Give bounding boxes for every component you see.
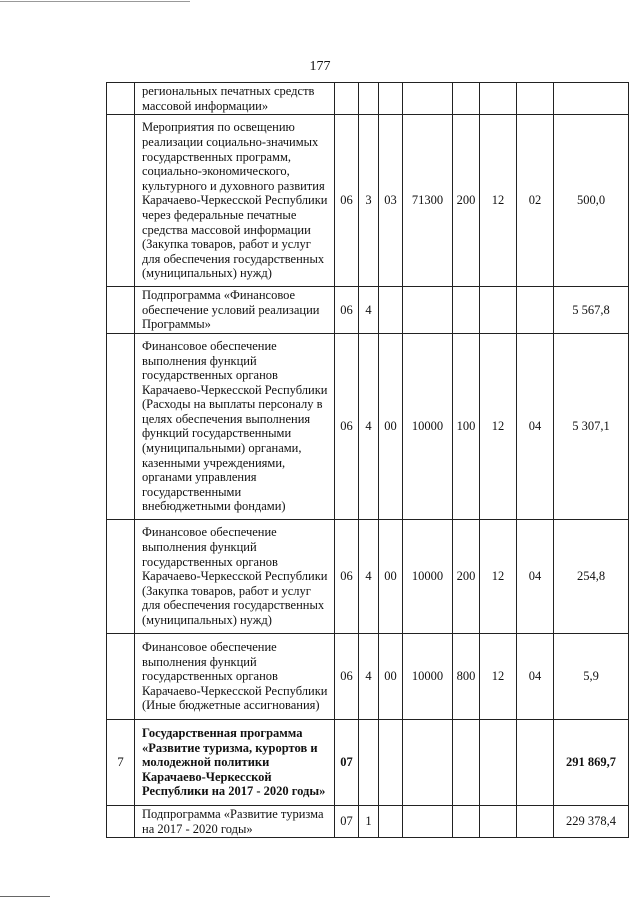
code-cell-6: 12 (480, 519, 517, 633)
code-cell-6 (480, 287, 517, 334)
row-number-cell: 7 (107, 719, 135, 805)
code-cell-5 (453, 287, 480, 334)
code-cell-2: 4 (359, 633, 379, 719)
code-cell-5 (453, 83, 480, 115)
item-name-cell: региональных печатных средств массовой информации» (135, 83, 335, 115)
code-cell-4: 10000 (403, 633, 453, 719)
table-row (107, 519, 629, 633)
row-number-cell (107, 633, 135, 719)
code-cell-2 (359, 83, 379, 115)
code-cell-4 (403, 83, 453, 115)
item-name-cell: Мероприятия по освещению реализации социально-значимых государственных программ, социально-экономического, культурного и духовного развития Карачаево-Черкесской Республики через федеральные печатные средства массовой информации (Закупка товаров, работ и услуг для обеспечения государственных (муниципальных) нужд) (135, 115, 335, 287)
code-cell-1: 06 (335, 333, 359, 519)
table-row (107, 115, 629, 287)
item-name-cell: Финансовое обеспечение выполнения функций государственных органов Карачаево-Черкесской Республики (Иные бюджетные ассигнования) (135, 633, 335, 719)
code-cell-6: 12 (480, 115, 517, 287)
code-cell-7: 04 (517, 519, 554, 633)
table-row (107, 333, 629, 519)
row-number-cell (107, 287, 135, 334)
amount-cell: 229 378,4 (554, 805, 629, 837)
table-row (107, 719, 629, 805)
code-cell-1 (335, 83, 359, 115)
row-number-cell (107, 805, 135, 837)
code-cell-6 (480, 83, 517, 115)
code-cell-4 (403, 805, 453, 837)
code-cell-2: 4 (359, 287, 379, 334)
code-cell-5: 200 (453, 519, 480, 633)
item-name-cell: Финансовое обеспечение выполнения функций государственных органов Карачаево-Черкесской Республики (Расходы на выплаты персоналу в целях обеспечения выполнения функций государственными (муниципальными) органами, казенными учреждениями, органами управления государственными внебюджетными фондами) (135, 333, 335, 519)
code-cell-5 (453, 805, 480, 837)
code-cell-6: 12 (480, 633, 517, 719)
amount-cell: 5 567,8 (554, 287, 629, 334)
row-number-cell (107, 333, 135, 519)
code-cell-3: 00 (379, 633, 403, 719)
code-cell-7 (517, 719, 554, 805)
code-cell-2: 4 (359, 519, 379, 633)
code-cell-3 (379, 719, 403, 805)
amount-cell: 291 869,7 (554, 719, 629, 805)
table-row (107, 633, 629, 719)
code-cell-7: 04 (517, 633, 554, 719)
item-name-cell: Финансовое обеспечение выполнения функций государственных органов Карачаево-Черкесской Республики (Закупка товаров, работ и услуг для обеспечения государственных (муниципальных) нужд) (135, 519, 335, 633)
code-cell-1: 06 (335, 287, 359, 334)
table-row (107, 287, 629, 334)
table-body (107, 83, 629, 838)
code-cell-1: 06 (335, 519, 359, 633)
code-cell-1: 06 (335, 633, 359, 719)
row-number-cell (107, 83, 135, 115)
code-cell-2: 1 (359, 805, 379, 837)
code-cell-3 (379, 83, 403, 115)
code-cell-4: 10000 (403, 333, 453, 519)
code-cell-4 (403, 287, 453, 334)
item-name-cell: Государственная программа «Развитие туризма, курортов и молодежной политики Карачаево-Черкесской Республики на 2017 - 2020 годы» (135, 719, 335, 805)
code-cell-1: 07 (335, 719, 359, 805)
code-cell-3: 00 (379, 333, 403, 519)
code-cell-6 (480, 805, 517, 837)
row-number-cell (107, 519, 135, 633)
code-cell-3 (379, 805, 403, 837)
code-cell-6 (480, 719, 517, 805)
code-cell-7 (517, 83, 554, 115)
code-cell-7 (517, 287, 554, 334)
scan-edge-line-bottom (0, 896, 50, 897)
table-row (107, 805, 629, 837)
amount-cell: 5,9 (554, 633, 629, 719)
code-cell-1: 07 (335, 805, 359, 837)
code-cell-1: 06 (335, 115, 359, 287)
code-cell-6: 12 (480, 333, 517, 519)
amount-cell (554, 83, 629, 115)
code-cell-4: 71300 (403, 115, 453, 287)
item-name-cell: Подпрограмма «Финансовое обеспечение условий реализации Программы» (135, 287, 335, 334)
code-cell-4 (403, 719, 453, 805)
code-cell-3: 00 (379, 519, 403, 633)
code-cell-2: 3 (359, 115, 379, 287)
code-cell-3 (379, 287, 403, 334)
scan-edge-line-top (0, 1, 190, 2)
amount-cell: 254,8 (554, 519, 629, 633)
code-cell-5: 100 (453, 333, 480, 519)
code-cell-7: 04 (517, 333, 554, 519)
amount-cell: 500,0 (554, 115, 629, 287)
code-cell-5: 800 (453, 633, 480, 719)
row-number-cell (107, 115, 135, 287)
code-cell-2 (359, 719, 379, 805)
table-row (107, 83, 629, 115)
budget-table (106, 82, 629, 838)
item-name-cell: Подпрограмма «Развитие туризма на 2017 - 2020 годы» (135, 805, 335, 837)
page-number: 177 (309, 59, 331, 74)
amount-cell: 5 307,1 (554, 333, 629, 519)
code-cell-7 (517, 805, 554, 837)
code-cell-3: 03 (379, 115, 403, 287)
code-cell-2: 4 (359, 333, 379, 519)
code-cell-5 (453, 719, 480, 805)
code-cell-4: 10000 (403, 519, 453, 633)
code-cell-5: 200 (453, 115, 480, 287)
code-cell-7: 02 (517, 115, 554, 287)
